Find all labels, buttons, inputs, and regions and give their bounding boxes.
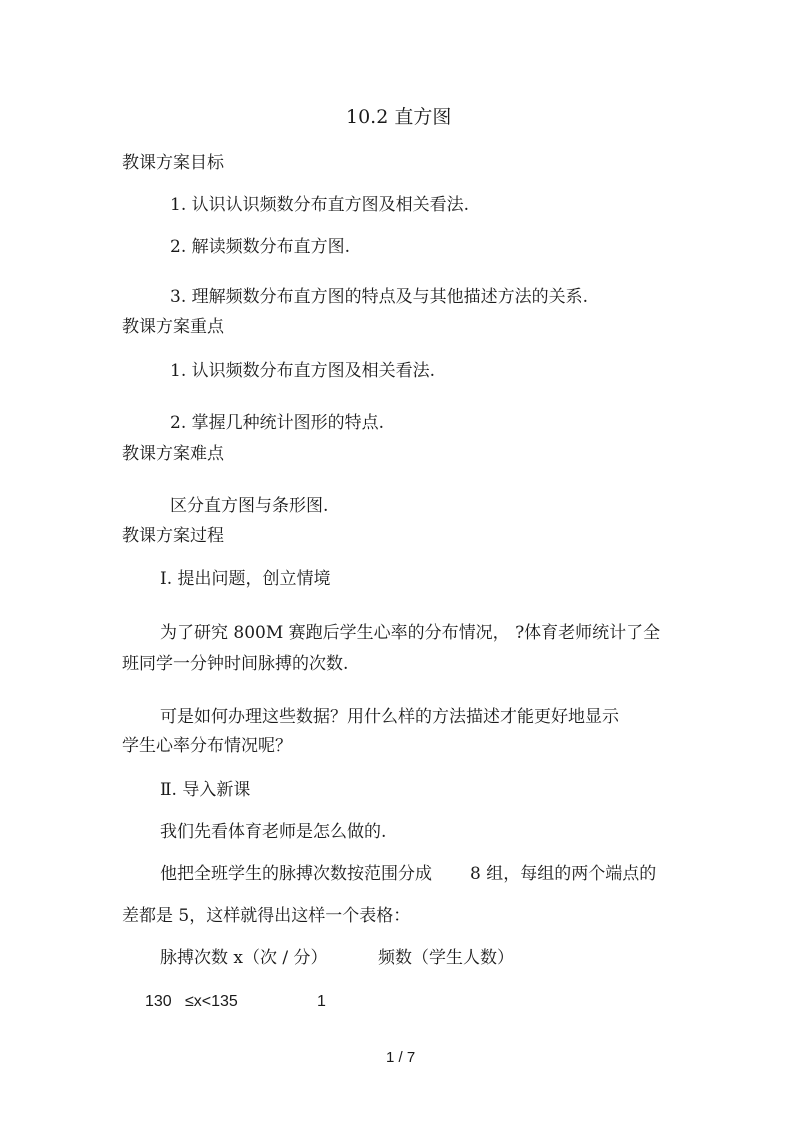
- part1-paragraph-line: 可是如何办理这些数据？用什么样的方法描述才能更好地显示: [160, 707, 619, 727]
- part2-paragraph: 他把全班学生的脉搏次数按范围分成: [160, 864, 432, 884]
- difficulty-item: 区分直方图与条形图.: [170, 496, 329, 516]
- objective-item: 3. 理解频数分布直方图的特点及与其他描述方法的关系.: [170, 287, 589, 307]
- part2-paragraph: 差都是 5，这样就得出这样一个表格：: [122, 906, 411, 926]
- objective-item: 2. 解读频数分布直方图.: [170, 237, 351, 257]
- section-header-process: 教课方案过程: [122, 526, 224, 546]
- part2-heading: Ⅱ. 导入新课: [160, 780, 251, 800]
- key-point-item: 2. 掌握几种统计图形的特点.: [170, 413, 385, 433]
- table-cell-range-low: 130: [145, 993, 172, 1010]
- objective-item: 1. 认识认识频数分布直方图及相关看法.: [170, 195, 470, 215]
- table-cell-range-rest: ≤x<135: [185, 993, 238, 1010]
- part1-heading: Ⅰ. 提出问题，创立情境: [160, 569, 331, 589]
- table-cell-frequency: 1: [317, 993, 326, 1010]
- section-header-objectives: 教课方案目标: [122, 153, 224, 173]
- table-header-frequency: 频数（学生人数）: [378, 948, 514, 968]
- key-point-item: 1. 认识频数分布直方图及相关看法.: [170, 361, 436, 381]
- page-title: 10.2 直方图: [346, 106, 452, 128]
- section-header-difficulties: 教课方案难点: [122, 444, 224, 464]
- section-header-key-points: 教课方案重点: [122, 317, 224, 337]
- part1-paragraph-line: 为了研究 800M 赛跑后学生心率的分布情况， ?体育老师统计了全: [160, 623, 661, 643]
- part1-paragraph-line: 学生心率分布情况呢？: [122, 736, 292, 756]
- page-number: 1 / 7: [386, 1049, 416, 1066]
- part1-paragraph-line: 班同学一分钟时间脉搏的次数.: [122, 654, 349, 674]
- part2-paragraph: 8 组，每组的两个端点的: [470, 864, 657, 884]
- table-header-pulse-count: 脉搏次数 x（次 / 分）: [160, 948, 328, 968]
- part2-paragraph: 我们先看体育老师是怎么做的.: [160, 822, 387, 842]
